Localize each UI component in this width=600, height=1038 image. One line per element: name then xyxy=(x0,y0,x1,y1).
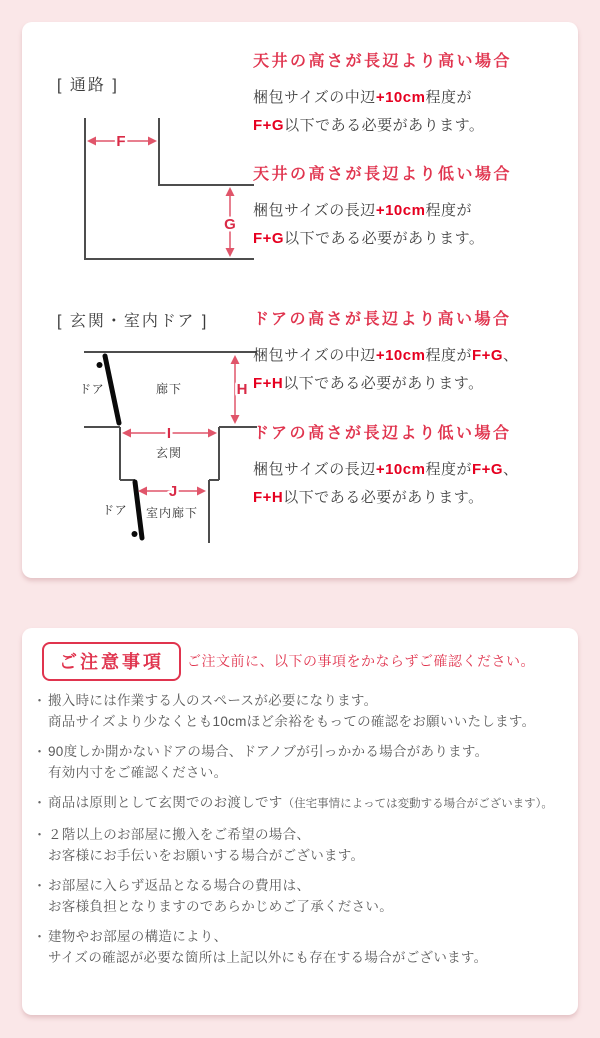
dim-letter-i: I xyxy=(166,425,172,442)
inner-door-knob xyxy=(132,531,138,537)
door-higher-heading: ドアの高さが長辺より高い場合 xyxy=(253,311,512,328)
bullet-marker: ・ xyxy=(33,878,47,893)
notice-card xyxy=(22,628,578,1015)
list-item xyxy=(33,824,569,866)
bullet-marker: ・ xyxy=(33,744,47,759)
passage-inner-wall xyxy=(159,118,254,185)
list-item xyxy=(33,926,569,968)
width-j-arrowhead-right xyxy=(197,487,206,496)
width-g-arrowhead-bottom xyxy=(226,248,235,257)
note-text: 搬入時には作業する人のスペースが必要になります。 商品サイズより少なくとも10cmほど余裕をもっての確認をお願いいたします。 xyxy=(48,693,536,729)
entrance-section-label: [ 玄関・室内ドア ] xyxy=(57,313,209,330)
ceiling-higher-line1: 梱包サイズの中辺+10cm程度が xyxy=(253,89,472,106)
passage-section-label: [ 通路 ] xyxy=(57,77,119,94)
hallway-label: 廊下 xyxy=(155,382,183,396)
bullet-marker: ・ xyxy=(33,929,47,944)
width-j-arrowhead-left xyxy=(138,487,147,496)
list-item xyxy=(33,741,569,783)
door-bottom-label: ドア xyxy=(102,503,128,517)
width-i-arrowhead-left xyxy=(122,429,131,438)
inner-hallway-label: 室内廊下 xyxy=(145,506,199,520)
ceiling-higher-heading: 天井の高さが長辺より高い場合 xyxy=(253,53,513,70)
delivery-route-guide-card xyxy=(22,22,578,578)
dim-letter-j: J xyxy=(168,483,178,500)
entrance-label: 玄関 xyxy=(155,446,183,460)
note-text: 建物やお部屋の構造により、 サイズの確認が必要な箇所は上記以外にも存在する場合がございます。 xyxy=(48,929,488,965)
ceiling-higher-block xyxy=(253,48,583,140)
list-item xyxy=(33,792,569,815)
note-text: 商品は原則として玄関でのお渡しです（住宅事情によっては変動する場合がございます）。 xyxy=(48,795,553,810)
notice-lead: ご注文前に、以下の事項をかならずご確認ください。 xyxy=(187,653,535,669)
dim-letter-g: G xyxy=(224,216,236,233)
door-lower-heading: ドアの高さが長辺より低い場合 xyxy=(253,425,512,442)
ceiling-lower-block xyxy=(253,161,583,253)
width-i-arrowhead-right xyxy=(208,429,217,438)
list-item xyxy=(33,875,569,917)
door-lower-line1: 梱包サイズの長辺+10cm程度がF+G、 xyxy=(253,461,519,478)
dim-letter-f: F xyxy=(116,133,126,150)
note-text: ２階以上のお部屋に搬入をご希望の場合、 お客様にお手伝いをお願いする場合がございます。 xyxy=(48,827,365,863)
ceiling-lower-line2: F+G以下である必要があります。 xyxy=(253,230,485,247)
ceiling-lower-heading: 天井の高さが長辺より低い場合 xyxy=(253,166,513,183)
height-h-arrowhead-bottom xyxy=(231,415,240,424)
notice-list xyxy=(33,690,569,977)
entrance-diagram xyxy=(52,345,267,550)
entrance-door-knob xyxy=(97,362,103,368)
height-h-arrowhead-top xyxy=(231,355,240,364)
notice-badge: ご注意事項 xyxy=(42,642,181,681)
passage-diagram xyxy=(52,110,262,270)
door-lower-line2: F+H以下である必要があります。 xyxy=(253,489,484,506)
width-f-arrowhead-left xyxy=(87,137,96,146)
entrance-door xyxy=(105,356,119,423)
ceiling-higher-line2: F+G以下である必要があります。 xyxy=(253,117,485,134)
door-higher-line1: 梱包サイズの中辺+10cm程度がF+G、 xyxy=(253,347,519,364)
door-top-label: ドア xyxy=(79,382,105,396)
bullet-marker: ・ xyxy=(33,693,47,708)
bullet-marker: ・ xyxy=(33,827,47,842)
ceiling-lower-line1: 梱包サイズの長辺+10cm程度が xyxy=(253,202,472,219)
note-text: お部屋に入らず返品となる場合の費用は、 お客様負担となりますのであらかじめご了承ください。 xyxy=(48,878,393,914)
list-item xyxy=(33,690,569,732)
note-text: 90度しか開かないドアの場合、ドアノブが引っかかる場合があります。 有効内寸をご確認ください。 xyxy=(48,744,489,780)
door-higher-block xyxy=(253,306,583,398)
bullet-marker: ・ xyxy=(33,795,47,810)
dim-letter-h: H xyxy=(236,381,248,398)
passage-outer-wall xyxy=(85,118,254,259)
door-higher-line2: F+H以下である必要があります。 xyxy=(253,375,484,392)
width-g-arrowhead-top xyxy=(226,187,235,196)
width-f-arrowhead-right xyxy=(148,137,157,146)
door-lower-block xyxy=(253,420,583,512)
notice-header xyxy=(42,642,562,676)
